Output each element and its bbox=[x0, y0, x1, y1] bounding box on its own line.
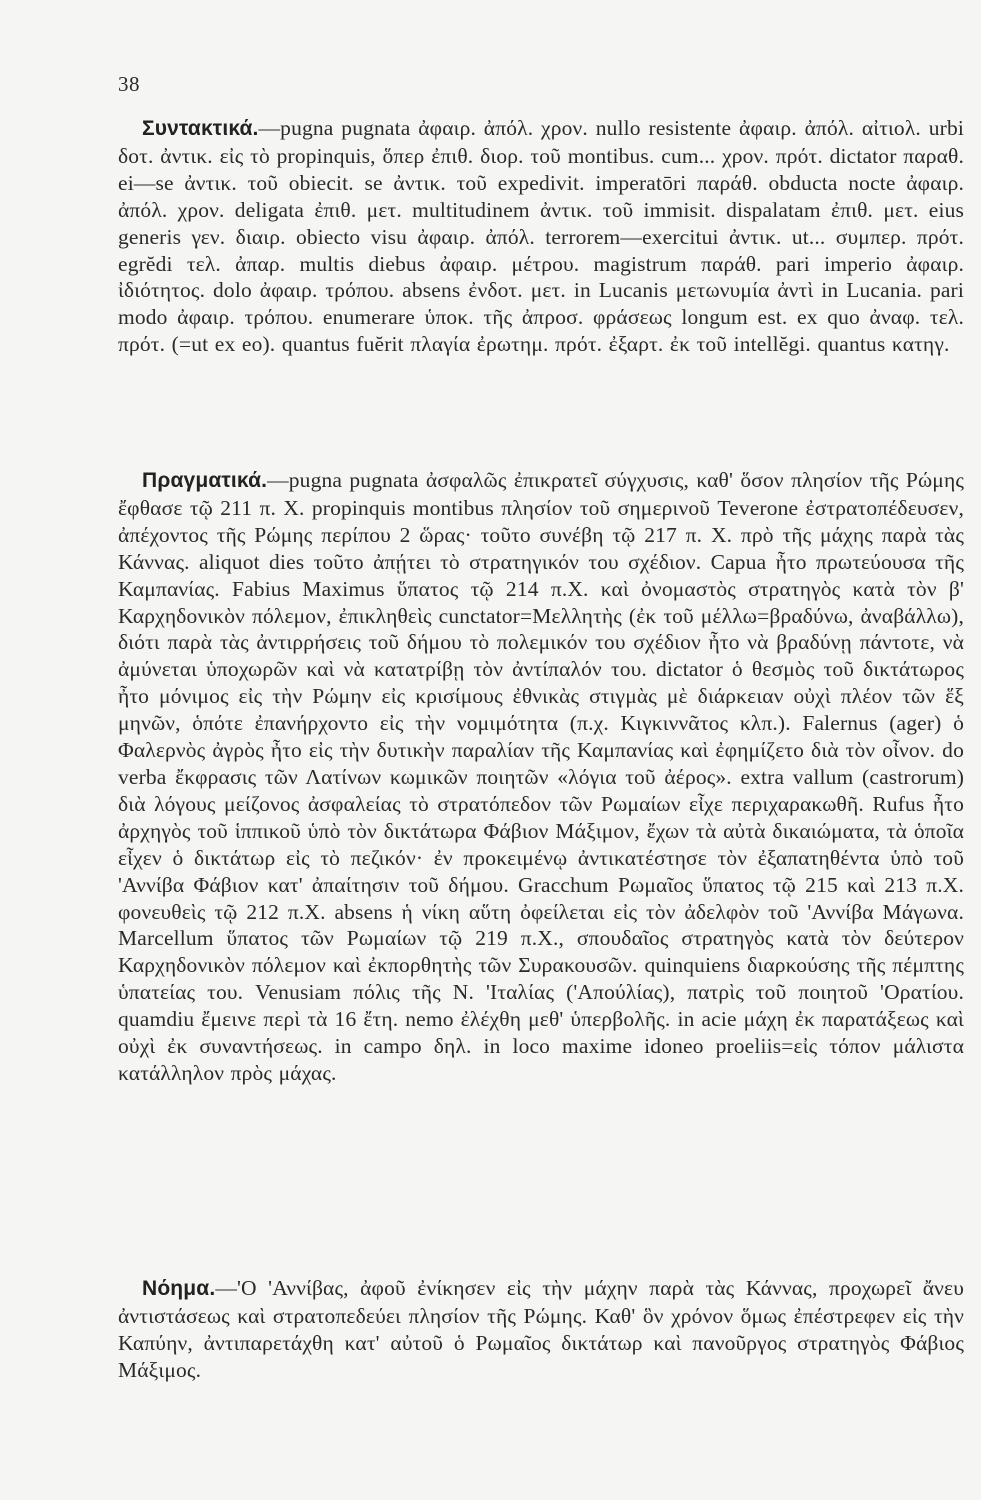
page-number: 38 bbox=[118, 72, 140, 96]
section-body: —'Ο 'Αννίβας, ἀφοῦ ἐνίκησεν εἰς τὴν μάχην παρὰ τὰς Κάννας, προχωρεῖ ἄνευ ἀντιστάσεως καὶ στρατοπεδεύει πλησίον τῆς Ρώμης. Καθ' ὃν χρόνον ὅμως ἐπέστρεφεν εἰς τὴν Καπύην, ἀντιπαρετάχθη κατ' αὐτοῦ ὁ Ρωμαῖος δικτάτωρ καὶ πανοῦργος στρατηγὸς Φάβιος Μάξιμος. bbox=[118, 1276, 964, 1382]
section-paragraph bbox=[118, 1275, 964, 1384]
section-heading: Νόημα. bbox=[142, 1277, 216, 1300]
section-body: —pugna pugnata ἀφαιρ. ἀπόλ. χρον. nullo resistente ἀφαιρ. ἀπόλ. αἰτιολ. urbi δοτ. ἀντικ. εἰς τὸ propinquis, ὅπερ ἐπιθ. διορ. τοῦ montibus. cum... χρον. πρότ. dictator παραθ. ei—se ἀντικ. τοῦ obiecit. se ἀντικ. τοῦ expedivit. imperatōri παράθ. obducta nocte ἀφαιρ. ἀπόλ. χρον. deligata ἐπιθ. μετ. multitudinem ἀντικ. τοῦ immisit. dispalatam ἐπιθ. μετ. eius generis γεν. διαιρ. obiecto visu ἀφαιρ. ἀπόλ. terrorem—exercitui ἀντικ. ut... συμπερ. πρότ. egrĕdi τελ. ἀπαρ. multis diebus ἀφαιρ. μέτρου. magistrum παράθ. pari imperio ἀφαιρ. ἰδιότητος. dolo ἀφαιρ. τρόπου. absens ἐνδοτ. μετ. in Lucanis μετωνυμία ἀντὶ in Lucania. pari modo ἀφαιρ. τρόπου. enumerare ὑποκ. τῆς ἀπροσ. φράσεως longum est. ex quo ἀναφ. τελ. πρότ. (=ut ex eo). quantus fuĕrit πλαγία ἐρωτημ. πρότ. ἐξαρτ. ἐκ τοῦ intellĕgi. quantus κατηγ. bbox=[118, 116, 964, 357]
section-syntaktika bbox=[118, 115, 964, 358]
section-paragraph bbox=[118, 467, 964, 1087]
section-heading: Πραγματικά. bbox=[142, 469, 268, 492]
section-body: —pugna pugnata ἀσφαλῶς ἐπικρατεῖ σύγχυσις, καθ' ὅσον πλησίον τῆς Ρώμης ἔφθασε τῷ 211 π. Χ. propinquis montibus πλησίον τοῦ σημερινοῦ Teverone ἐστρατοπέδευσεν, ἀπέχοντος τῆς Ρώμης περίπου 2 ὥρας· τοῦτο συνέβη τῷ 217 π. Χ. πρὸ τῆς μάχης παρὰ τὰς Κάννας. aliquot dies τοῦτο ἀπῄτει τὸ στρατηγικόν του σχέδιον. Capua ἦτο πρωτεύουσα τῆς Καμπανίας. Fabius Maximus ὕπατος τῷ 214 π.Χ. καὶ ὀνομαστὸς στρατηγὸς κατὰ τὸν β' Καρχηδονικὸν πόλεμον, ἐπικληθεὶς cunctator=Μελλητὴς (ἐκ τοῦ μέλλω=βραδύνω, ἀναβάλλω), διότι παρὰ τὰς ἀντιρρήσεις τοῦ δήμου τὸ πολεμικόν του σχέδιον ἦτο νὰ βραδύνῃ πάντοτε, νὰ ἀμύνεται ὑποχωρῶν καὶ νὰ κατατρίβῃ τὸν ἀντίπαλόν του. dictator ὁ θεσμὸς τοῦ δικτάτωρος ἦτο μόνιμος εἰς τὴν Ρώμην εἰς κρισίμους ἐθνικὰς στιγμὰς μὲ διάρκειαν οὐχὶ πλέον τῶν ἕξ μηνῶν, ὁπότε ἐπανήρχοντο εἰς τὴν νομιμότητα (π.χ. Κιγκιννᾶτος κλπ.). Falernus (ager) ὁ Φαλερνὸς ἀγρὸς ἦτο εἰς τὴν δυτικὴν παραλίαν τῆς Καμπανίας καὶ ἐφημίζετο διὰ τὸν οἶνον. do verba ἔκφρασις τῶν Λατίνων κωμικῶν ποιητῶν «λόγια τοῦ ἀέρος». extra vallum (castrorum) διὰ λόγους μείζονος ἀσφαλείας τὸ στρατόπεδον τῶν Ρωμαίων εἶχε περιχαρακωθῆ. Rufus ἦτο ἀρχηγὸς τοῦ ἱππικοῦ ὑπὸ τὸν δικτάτωρα Φάβιον Μάξιμον, ἔχων τὰ αὐτὰ δικαιώματα, τὰ ὁποῖα εἶχεν ὁ δικτάτωρ εἰς τὸ πεζικόν· ἐν προκειμένῳ ἀντικατέστησε τὸν ἐξαπατηθέντα ὑπὸ τοῦ 'Αννίβα Φάβιον κατ' ἀπαίτησιν τοῦ δήμου. Gracchum Ρωμαῖος ὕπατος τῷ 215 καὶ 213 π.Χ. φονευθεὶς τῷ 212 π.Χ. absens ἡ νίκη αὕτη ὀφείλεται εἰς τὸν ἀδελφὸν τοῦ 'Αννίβα Μάγωνα. Marcellum ὕπατος τῶν Ρωμαίων τῷ 219 π.Χ., σπουδαῖος στρατηγὸς κατὰ τὸν δεύτερον Καρχηδονικὸν πόλεμον καὶ ἐκπορθητὴς τῶν Συρακουσῶν. quinquiens διαρκούσης τῆς πέμπτης ὑπατείας του. Venusiam πόλις τῆς Ν. 'Ιταλίας ('Απούλίας), πατρὶς τοῦ ποιητοῦ 'Ορατίου. quamdiu ἔμεινε περὶ τὰ 16 ἔτη. nemo ἐλέχθη μεθ' ὑπερβολῆς. in acie μάχη ἐκ παρατάξεως καὶ οὐχὶ ἐκ συναντήσεως. in campo δηλ. in loco maxime idoneo proeliis=εἰς τόπον μάλιστα κατάλληλον πρὸς μάχας. bbox=[118, 468, 964, 1085]
section-heading: Συντακτικά. bbox=[142, 117, 259, 140]
section-pragmatika bbox=[118, 467, 964, 1087]
section-paragraph bbox=[118, 115, 964, 358]
section-noima bbox=[118, 1275, 964, 1384]
